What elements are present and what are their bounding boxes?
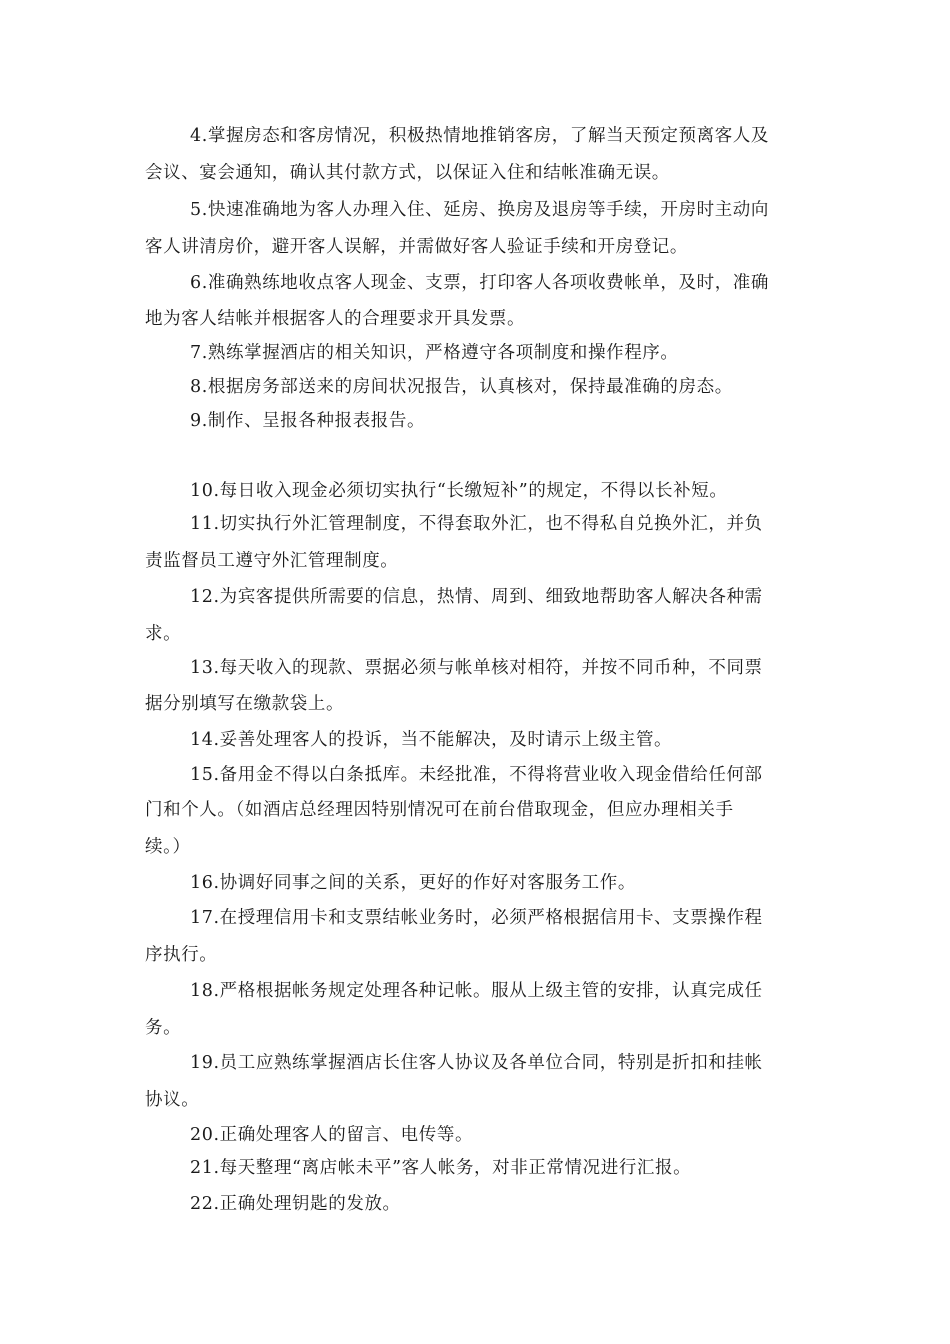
item-text: 序执行。: [145, 945, 218, 965]
item-text: 每天整理“离店帐未平”客人帐务，对非正常情况进行汇报。: [219, 1158, 692, 1178]
item-text: 正确处理客人的留言、电传等。: [219, 1125, 474, 1145]
list-item: [190, 871, 636, 895]
item-text: 责监督员工遵守外汇管理制度。: [145, 551, 399, 571]
item-number: 6.: [190, 273, 208, 293]
item-text: 协调好同事之间的关系，更好的作好对客服务工作。: [219, 873, 636, 893]
item-text: 会议、宴会通知，确认其付款方式，以保证入住和结帐准确无误。: [145, 163, 670, 183]
item-text: 根据房务部送来的房间状况报告，认真核对，保持最准确的房态。: [207, 377, 733, 397]
list-item: [190, 479, 727, 503]
list-item-continuation: [145, 1088, 199, 1112]
item-number: 20.: [190, 1125, 220, 1145]
list-item: [190, 979, 763, 1003]
item-number: 22.: [190, 1194, 220, 1214]
item-text: 制作、呈报各种报表报告。: [207, 411, 426, 431]
item-text: 备用金不得以白条抵库。未经批准，不得将营业收入现金借给任何部: [219, 765, 763, 785]
item-text: 门和个人。（如酒店总经理因特别情况可在前台借取现金，但应办理相关手: [145, 800, 734, 820]
item-number: 14.: [190, 730, 220, 750]
item-number: 19.: [190, 1053, 220, 1073]
item-number: 18.: [190, 981, 220, 1001]
list-item-continuation: [145, 798, 734, 822]
item-text: 切实执行外汇管理制度，不得套取外汇，也不得私自兑换外汇，并负: [219, 514, 763, 534]
item-number: 5.: [190, 200, 208, 220]
item-number: 17.: [190, 908, 220, 928]
list-item-continuation: [145, 235, 688, 259]
list-item-continuation: [145, 835, 191, 859]
item-text: 每天收入的现款、票据必须与帐单核对相符，并按不同币种，不同票: [219, 658, 763, 678]
item-text: 续。）: [145, 837, 191, 857]
item-number: 11.: [190, 514, 220, 534]
item-text: 协议。: [145, 1090, 200, 1110]
list-item-continuation: [145, 307, 525, 331]
item-number: 16.: [190, 873, 220, 893]
item-number: 13.: [190, 658, 220, 678]
item-number: 9.: [190, 411, 208, 431]
list-item: [190, 1192, 401, 1216]
list-item: [190, 1156, 691, 1180]
list-item: [190, 124, 769, 148]
list-item: [190, 1123, 473, 1147]
list-item: [190, 198, 769, 222]
item-text: 员工应熟练掌握酒店长住客人协议及各单位合同，特别是折扣和挂帐: [219, 1053, 763, 1073]
list-item-continuation: [145, 549, 398, 573]
item-text: 严格根据帐务规定处理各种记帐。服从上级主管的安排，认真完成任: [219, 981, 763, 1001]
list-item-continuation: [145, 161, 670, 185]
item-text: 掌握房态和客房情况，积极热情地推销客房，了解当天预定预离客人及: [207, 126, 770, 146]
item-number: 7.: [190, 343, 208, 363]
list-item: [190, 512, 763, 536]
list-item-continuation: [145, 1016, 181, 1040]
item-number: 12.: [190, 587, 220, 607]
list-item-continuation: [145, 943, 217, 967]
item-number: 10.: [190, 481, 220, 501]
list-item: [190, 341, 679, 365]
item-text: 熟练掌握酒店的相关知识，严格遵守各项制度和操作程序。: [207, 343, 679, 363]
item-number: 4.: [190, 126, 208, 146]
item-text: 准确熟练地收点客人现金、支票，打印客人各项收费帐单，及时，准确: [207, 273, 770, 293]
item-text: 在授理信用卡和支票结帐业务时，必须严格根据信用卡、支票操作程: [219, 908, 763, 928]
item-text: 地为客人结帐并根据客人的合理要求开具发票。: [145, 309, 526, 329]
item-text: 客人讲清房价，避开客人误解，并需做好客人验证手续和开房登记。: [145, 237, 688, 257]
item-number: 15.: [190, 765, 220, 785]
item-text: 妥善处理客人的投诉，当不能解决，及时请示上级主管。: [219, 730, 673, 750]
item-number: 21.: [190, 1158, 220, 1178]
list-item-continuation: [145, 692, 344, 716]
list-item: [190, 271, 769, 295]
item-text: 正确处理钥匙的发放。: [219, 1194, 401, 1214]
item-text: 为宾客提供所需要的信息，热情、周到、细致地帮助客人解决各种需: [219, 587, 763, 607]
list-item: [190, 763, 763, 787]
list-item: [190, 375, 733, 399]
item-text: 快速准确地为客人办理入住、延房、换房及退房等手续，开房时主动向: [207, 200, 770, 220]
list-item: [190, 906, 763, 930]
list-item: [190, 409, 425, 433]
item-text: 每日收入现金必须切实执行“长缴短补”的规定，不得以长补短。: [219, 481, 728, 501]
item-text: 务。: [145, 1018, 182, 1038]
list-item: [190, 585, 763, 609]
item-text: 求。: [145, 624, 182, 644]
item-text: 据分别填写在缴款袋上。: [145, 694, 345, 714]
list-item: [190, 728, 672, 752]
list-item: [190, 1051, 763, 1075]
item-number: 8.: [190, 377, 208, 397]
list-item: [190, 656, 763, 680]
list-item-continuation: [145, 622, 181, 646]
